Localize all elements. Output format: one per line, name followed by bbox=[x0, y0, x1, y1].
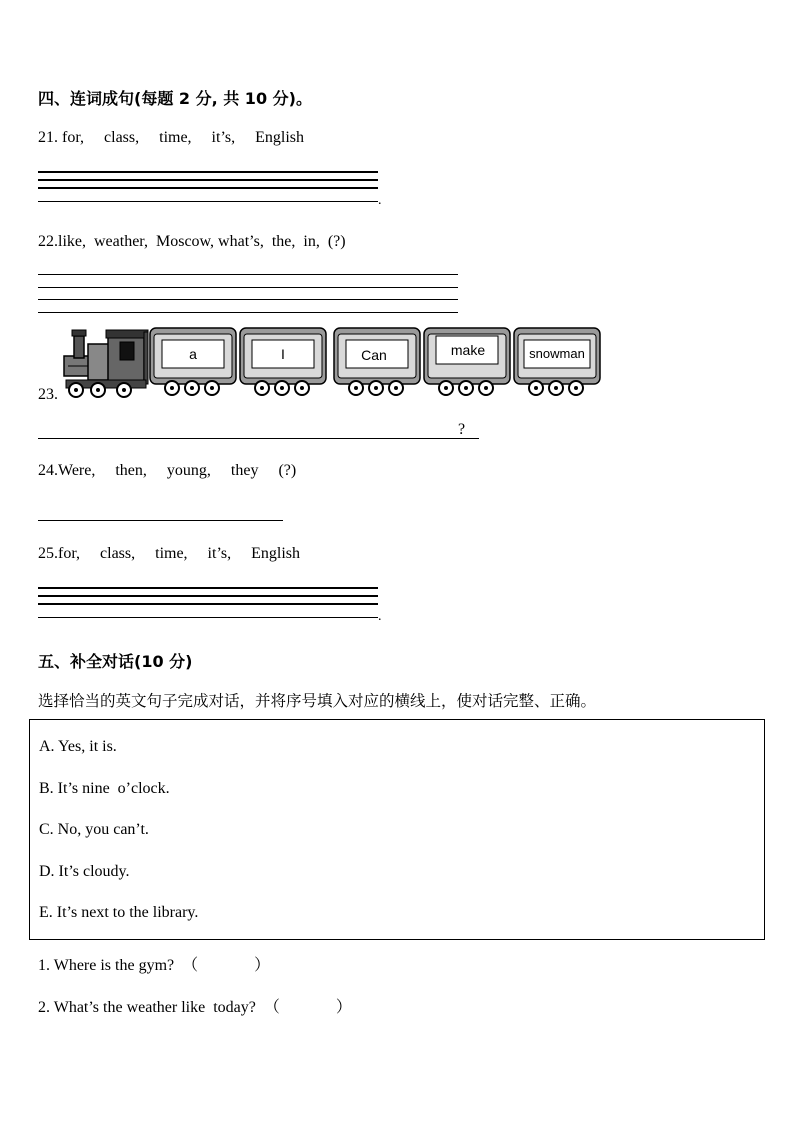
q23-number: 23. bbox=[38, 386, 58, 403]
train-car-4 bbox=[424, 328, 510, 395]
train-word-5: snowman bbox=[529, 346, 585, 361]
section5-title: 五、补全对话(10 分) bbox=[38, 652, 193, 671]
q24-words: 24.Were, then, young, they (?) bbox=[38, 462, 297, 479]
section4-title: 四、连词成句(每题 2 分, 共 10 分)。 bbox=[38, 89, 312, 108]
locomotive-icon bbox=[64, 330, 148, 397]
train-car-5 bbox=[514, 328, 600, 395]
q21-line-4[interactable] bbox=[38, 201, 378, 202]
q25-period: . bbox=[378, 609, 382, 624]
q24-answer-line[interactable] bbox=[38, 520, 283, 521]
dialog-question-2[interactable]: 2. What’s the weather like today? （ ） bbox=[38, 999, 352, 1016]
q25-line-2[interactable] bbox=[38, 595, 378, 597]
option-d: D. It’s cloudy. bbox=[39, 863, 130, 880]
train-word-3: Can bbox=[361, 347, 387, 363]
q25-line-1[interactable] bbox=[38, 587, 378, 589]
section5-instruction: 选择恰当的英文句子完成对话，并将序号填入对应的横线上，使对话完整、正确。 bbox=[38, 692, 597, 710]
train-illustration bbox=[58, 322, 603, 402]
q22-line-4[interactable] bbox=[38, 312, 458, 313]
q21-line-1[interactable] bbox=[38, 171, 378, 173]
q21-period: . bbox=[378, 193, 382, 208]
q22-line-2[interactable] bbox=[38, 287, 458, 288]
q21-words: 21. for, class, time, it’s, English bbox=[38, 129, 305, 146]
train-car-2 bbox=[240, 328, 326, 395]
q22-line-3[interactable] bbox=[38, 299, 458, 300]
train-word-4: make bbox=[450, 342, 486, 358]
option-a: A. Yes, it is. bbox=[39, 738, 117, 755]
train-word-1: a bbox=[189, 346, 197, 362]
q21-line-2[interactable] bbox=[38, 179, 378, 181]
dialog-question-1[interactable]: 1. Where is the gym? （ ） bbox=[38, 957, 271, 974]
q23-question-mark: ? bbox=[458, 421, 466, 438]
q25-words: 25.for, class, time, it’s, English bbox=[38, 545, 301, 562]
option-c: C. No, you can’t. bbox=[39, 821, 149, 838]
train-car-1 bbox=[150, 328, 236, 395]
options-box bbox=[29, 719, 765, 940]
q22-line-1[interactable] bbox=[38, 274, 458, 275]
q21-line-3[interactable] bbox=[38, 187, 378, 189]
option-e: E. It’s next to the library. bbox=[39, 904, 199, 921]
option-b: B. It’s nine o’clock. bbox=[39, 780, 170, 797]
q23-answer-line[interactable] bbox=[38, 438, 479, 439]
q25-line-3[interactable] bbox=[38, 603, 378, 605]
train-word-2: I bbox=[281, 346, 285, 362]
q22-words: 22.like, weather, Moscow, what’s, the, in, (?) bbox=[38, 233, 346, 250]
train-car-3 bbox=[334, 328, 420, 395]
q25-line-4[interactable] bbox=[38, 617, 378, 618]
